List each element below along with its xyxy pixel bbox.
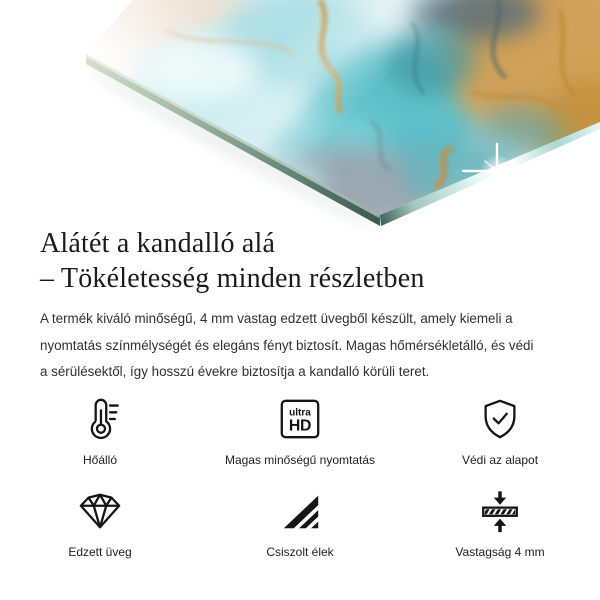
page-title <box>40 226 540 296</box>
feature-tempered-glass <box>0 486 200 560</box>
thermometer-icon <box>77 394 123 444</box>
glass-top-surface <box>0 0 600 232</box>
feature-label: Vastagság 4 mm <box>455 545 545 559</box>
product-description: A termék kiváló minőségű, 4 mm vastag edzett üvegből készült, amely kiemeli a nyomtatás színmélységét és elegáns fényt biztosít. Magas hőmérsékletálló, és védi a sérülésektől, így hosszú évekre biztosítja a kandalló körüli teret. <box>40 311 534 379</box>
feature-label: Hőálló <box>82 453 118 467</box>
feature-label: Edzett üveg <box>68 545 132 559</box>
feature-print-quality <box>200 394 400 468</box>
feature-thickness <box>400 486 600 560</box>
feature-label: Magas minőségű nyomtatás <box>224 453 376 467</box>
feature-heat-resistant <box>0 394 200 468</box>
thickness-4mm-icon <box>477 486 523 536</box>
ultra-hd-badge-top: ultra <box>289 407 311 419</box>
shield-check-icon <box>477 394 523 444</box>
page-title-line1: Alátét a kandalló alá <box>40 228 276 259</box>
product-copy <box>40 226 540 386</box>
diamond-icon <box>77 486 123 536</box>
ultra-hd-badge-bottom: HD <box>288 417 312 435</box>
ultra-hd-icon <box>277 394 323 444</box>
polished-edges-icon <box>278 486 322 536</box>
feature-label: Védi az alapot <box>461 453 539 467</box>
product-image <box>0 0 600 232</box>
page-title-line2: – Tökéletesség minden részletben <box>40 263 425 294</box>
feature-label: Csiszolt élek <box>266 545 334 559</box>
feature-grid <box>0 394 600 560</box>
feature-polished-edges <box>200 486 400 560</box>
feature-protects-base <box>400 394 600 468</box>
